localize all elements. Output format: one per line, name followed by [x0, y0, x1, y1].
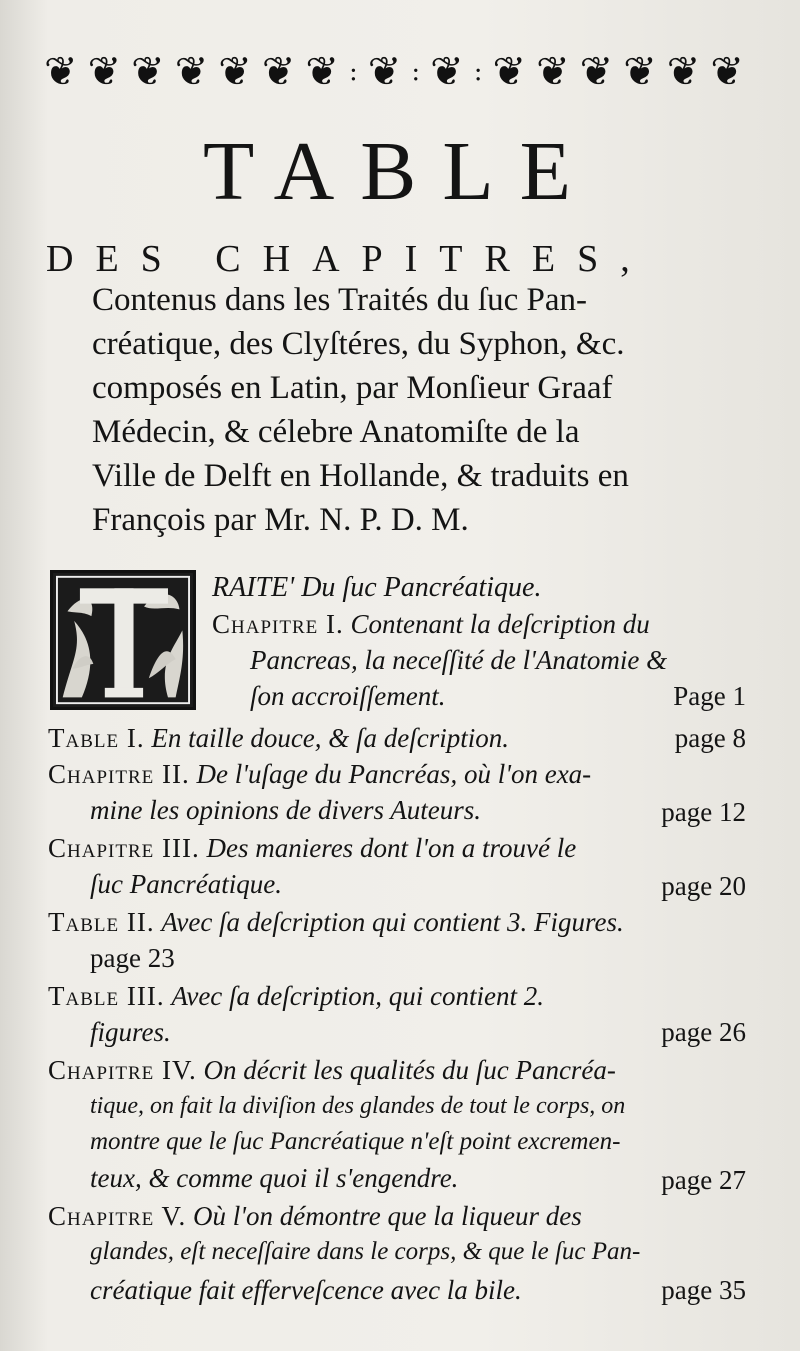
entry-label: Table I.: [48, 723, 145, 753]
entry-text: Contenant la deſcription du: [350, 609, 650, 639]
toc-entry-table2: [48, 904, 624, 940]
entry-label: Chapitre V.: [48, 1201, 187, 1231]
toc-entry-ch2: [48, 756, 591, 792]
fleuron-icon: ❦: [623, 49, 657, 95]
entry-label: Chapitre II.: [48, 759, 190, 789]
page-number: page 20: [661, 871, 746, 901]
colon-ornament: :: [411, 57, 421, 87]
fleuron-icon: ❦: [44, 49, 78, 95]
page-subtitle: DES CHAPITRES,: [46, 238, 652, 280]
traite-heading: RAITE' Du ſuc Pancréatique.: [212, 572, 542, 603]
fleuron-icon: ❦: [710, 49, 744, 95]
page-number: Page 1: [673, 681, 746, 711]
fleuron-icon: ❦: [367, 49, 402, 95]
entry-text: On décrit les qualités du ſuc Pancréa-: [203, 1055, 616, 1085]
fleuron-icon: ❦: [579, 49, 614, 95]
toc-entry-table3: [48, 978, 544, 1014]
entry-label: Chapitre IV.: [48, 1055, 197, 1085]
entry-text: ſon accroiſſement.: [250, 681, 446, 711]
entry-text: mine les opinions de divers Auteurs.: [90, 795, 481, 825]
fleuron-border: [44, 44, 744, 100]
intro-line: créatique, des Clyſtéres, du Syphon, &c.: [92, 326, 625, 362]
entry-text: ſuc Pancréatique.: [90, 869, 282, 899]
intro-line: Contenus dans les Traités du ſuc Pan-: [92, 282, 587, 318]
entry-text: Pancreas, la neceſſité de l'Anatomie &: [250, 645, 668, 675]
entry-text: teux, & comme quoi il s'engendre.: [90, 1163, 459, 1193]
entry-text: créatique fait efferveſcence avec la bile.: [90, 1275, 522, 1305]
toc-entry-ch4: [48, 1052, 616, 1088]
toc-entry-ch3: [48, 830, 576, 866]
colon-ornament: :: [348, 57, 358, 87]
fleuron-icon: ❦: [492, 49, 527, 95]
entry-text: tique, on fait la diviſion des glandes de tout le corps, on: [90, 1093, 626, 1119]
toc-entry-ch5: [48, 1198, 582, 1234]
entry-text: montre que le ſuc Pancréatique n'eſt point excremen-: [90, 1128, 621, 1155]
page-number: page 12: [661, 797, 746, 827]
entry-label: Table II.: [48, 907, 155, 937]
entry-text: glandes, eſt neceſſaire dans le corps, & que le ſuc Pan-: [90, 1238, 641, 1265]
fleuron-icon: ❦: [261, 49, 296, 95]
entry-text: figures.: [90, 1017, 171, 1047]
fleuron-icon: ❦: [430, 49, 464, 95]
toc-entry-ch1: [212, 606, 650, 642]
entry-label: Table III.: [48, 981, 165, 1011]
fleuron-icon: ❦: [131, 49, 165, 95]
fleuron-icon: ❦: [218, 49, 252, 95]
page-number: page 35: [661, 1275, 746, 1305]
fleuron-icon: ❦: [174, 49, 209, 95]
page-number: page 27: [661, 1165, 746, 1195]
intro-line: composés en Latin, par Monſieur Graaf: [92, 370, 613, 406]
foliage-dropcap-icon: [53, 573, 193, 707]
page-title: TABLE: [203, 125, 597, 218]
intro-line: Médecin, & célebre Anatomiſte de la: [92, 414, 580, 450]
entry-label: Chapitre I.: [212, 609, 344, 639]
intro-line: Ville de Delft en Hollande, & traduits en: [92, 458, 629, 494]
entry-text: Avec ſa deſcription, qui contient 2.: [171, 981, 544, 1011]
entry-text: De l'uſage du Pancréas, où l'on exa-: [196, 759, 592, 789]
page-number: page 26: [661, 1017, 746, 1047]
dropcap-ornament: [50, 570, 196, 710]
entry-text: Où l'on démontre que la liqueur des: [193, 1201, 582, 1231]
toc-entry-table1: [48, 720, 509, 756]
fleuron-icon: ❦: [536, 49, 570, 95]
entry-label: Chapitre III.: [48, 833, 200, 863]
page-number: page 8: [674, 723, 746, 753]
page-number: page 23: [90, 943, 175, 973]
colon-ornament: :: [473, 57, 483, 87]
intro-line: François par Mr. N. P. D. M.: [92, 502, 469, 538]
entry-text: En taille douce, & ſa deſcription.: [151, 723, 510, 753]
fleuron-icon: ❦: [666, 49, 701, 95]
fleuron-icon: ❦: [87, 49, 122, 95]
fleuron-icon: ❦: [305, 49, 339, 95]
entry-text: Des manieres dont l'on a trouvé le: [206, 833, 577, 863]
intro-paragraph: [92, 278, 752, 542]
entry-text: Avec ſa deſcription qui contient 3. Figures.: [161, 907, 624, 937]
